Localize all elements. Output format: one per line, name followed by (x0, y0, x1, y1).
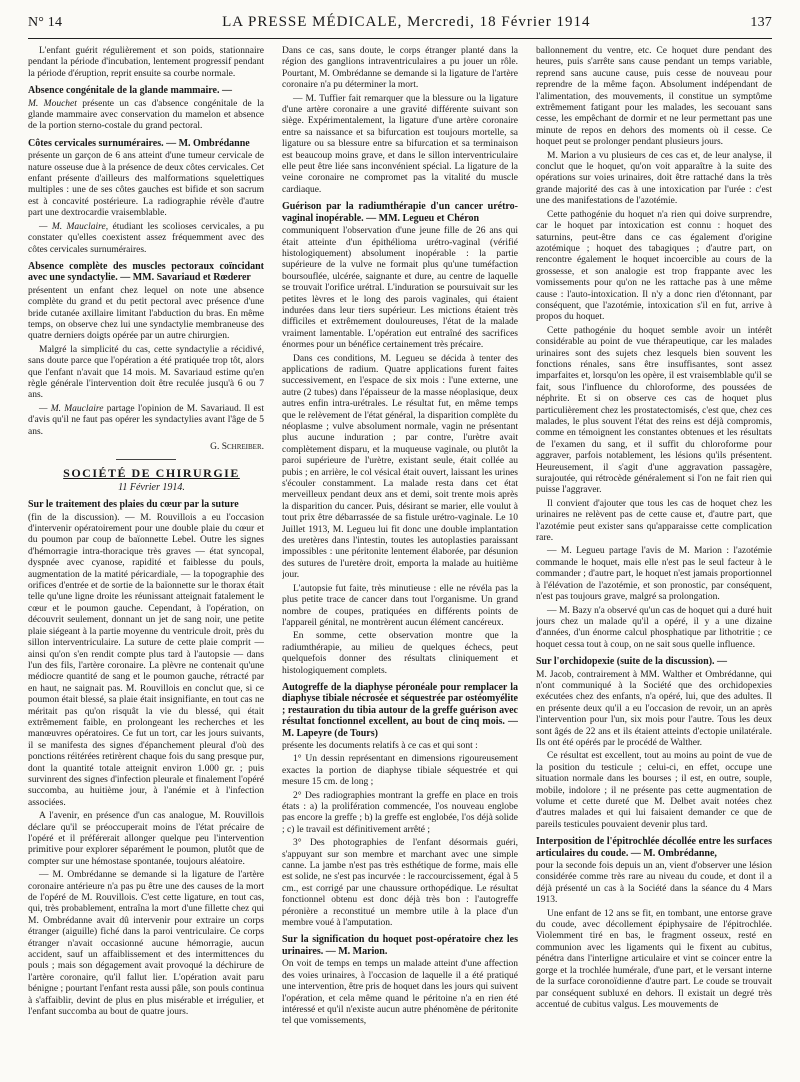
section-heading: Autogreffe de la diaphyse péronéale pour remplacer la diaphyse tibiale nécrosée et séquestrée par ostéomyélite ; restauration du tibia autour de la greffe guérison avec résultat fonctionnel excellent, au bout de cinq mois. — M. Lapeyre (de Tours) (282, 681, 518, 739)
paragraph: 3° Des photographies de l'enfant désormais guéri, s'appuyant sur son membre et marchant avec une simple canne. La jambe n'est pas très esthétique de forme, mais elle est solide, ne s'est pas incurvée : le raccourcissement, égal à 5 cm., est corrigé par une chaussure orthopédique. Le résultat fonctionnel obtenu est donc déjà très bon : l'autogreffe péronière a reconstitué un membre utile à la place d'un membre voué à l'amputation. (282, 838, 518, 929)
paragraph: Dans ces conditions, M. Legueu se décida à tenter des applications de radium. Quatre applications furent faites successivement, en l'espace de six mois : l'une externe, une autre (2 tubes) dans l'épaisseur de la masse néoplasique, deux autres enfin intra-urétrales. Le résultat fut, en même temps que le relèvement de l'état général, la disparition complète du néoplasme ; vulve absolument normale, vagin ne présentant plus aucune induration ; par contre, l'urètre avait complètement disparu, et la muqueuse vaginale, ou plutôt la paroi supérieure de l'urètre, existant seule, était collée au pubis ; en arrière, le col vésical était ouvert, laissant les urines s'écouler constamment. La malade resta dans cet état merveilleux pendant deux ans et demi, soit trente mois après la disparition du cancer. Puis, désirant se marier, elle voulut à tout prix être débarrassée de sa fistule urétro-vaginale. Le 10 Juillet 1913, M. Legueu lui fit donc une double implantation des uretères dans l'intestin, toutes les autoplasties paraissant impossibles : une péritonite lentement élaborée, par désunion des sutures de l'uretère droit, emporta la malade au huitième jour. (282, 353, 518, 581)
journal-title: LA PRESSE MÉDICALE, (222, 14, 403, 30)
paragraph (28, 99, 264, 133)
header-rule (28, 38, 772, 39)
paragraph-text: étudiant les scolioses cervicales, a pu constater qu'elles coexistent assez fréquemment avec des côtes cervicales surnuméraires. (28, 221, 264, 255)
issue-number: N° 14 (28, 15, 63, 30)
paragraph: présente les documents relatifs à ce cas et qui sont : (282, 740, 478, 751)
column-2 (282, 46, 518, 1072)
paragraph: Cette pathogénie du hoquet semble avoir un intérêt considérable au point de vue thérapeutique, car les malades urinaires sont des sujets chez lesquels bien souvent les fonctions rénales, sans être insuffisantes, sont assez imparfaites et, lorsqu'on les opère, il est vraisemblable qu'il se fait, sous l'influence du chloroforme, des poussées de néphrite. Et si on observe ces cas de hoquet plus particulièrement chez les prostatectomisés, c'est que, chez ces malades, le plus souvent l'état des reins est déjà compromis, comme en témoignent les constantes obtenues et les résultats de l'examen du sang, et il suffit du chloroforme pour aggraver, parfois notablement, les lésions qu'ils présentent. Heureusement, il s'agit d'une aggravation passagère, surajoutée, qui rétrocède généralement si l'on ne fait rien qui puisse l'aggraver. (536, 325, 772, 496)
paragraph: Ce résultat est excellent, tout au moins au point de vue de la position du testicule ; celui-ci, en effet, occupe une situation normale dans les bourses ; il est, en outre, souple, mobile, indolore ; il ne présente pas cette augmentation de volume et cette dureté que M. Delbet avait notées chez d'autres malades et qui lui faisaient demander ce que de pareils testicules pouvaient devenir plus tard. (536, 751, 772, 830)
paragraph (28, 222, 264, 256)
paragraph-text: partage l'opinion de M. Savariaud. Il est d'avis qu'il ne faut pas opérer les syndactylies avant l'âge de 5 ans. (28, 403, 264, 437)
paragraph: L'enfant guérit régulièrement et son poids, stationnaire pendant la période d'incubation, lentement progressif pendant la période d'éruption, reprit ensuite sa courbe normale. (28, 46, 264, 79)
paragraph: M. Marion a vu plusieurs de ces cas et, de leur analyse, il conclut que le hoquet, qu'on voit apparaître à la suite des opérations sur voies urinaires, doit être rattaché dans la très grande majorité des cas à une intoxication par l'urée : c'est une des manifestations de l'azotémie. (536, 150, 772, 207)
paragraph: En somme, cette observation montre que la radiumthérapie, au milieu de quelques échecs, peut quelquefois donner des résultats cliniquement et histologiquement complets. (282, 631, 518, 676)
section-heading: Interposition de l'épitrochlée décollée entre les surfaces articulaires du coude. — M. Ombrédanne, (536, 836, 772, 859)
paragraph (28, 404, 264, 438)
paragraph: présentent un enfant chez lequel on note une absence complète du grand et du petit pectoral avec présence d'une bride cutanée axillaire limitant l'abduction du bras. En même temps, on observe chez lui une syndactylie membraneuse des quatre derniers doigts opérée par un autre chirurgien. (28, 285, 264, 342)
paragraph: On voit de temps en temps un malade atteint d'une affection des voies urinaires, à l'occasion de laquelle il a été pratiqué une intervention, être pris de hoquet dans les jours qui suivent l'opération, et cela même quand le péritoine n'a en rien été intéressé et qu'il n'existe aucun autre phénomène de péritonite tel que vomissements, (282, 959, 518, 1027)
issue-date: Mercredi, 18 Février 1914 (407, 14, 591, 30)
session-date: 11 Février 1914. (118, 481, 185, 493)
paragraph: M. Jacob, contrairement à MM. Walther et Ombrédanne, qui n'ont communiqué à la Société que des orchidopexies exécutées chez des enfants, n'a opéré, lui, que des adultes. Il en présente deux qu'il a eu l'occasion de revoir, un an après l'intervention pour l'un, six mois pour l'autre. Tous les deux sont âgés de 22 ans et ils étaient atteints d'ectopie unilatérale. Ils ont été opérés par le procédé de Walther. (536, 669, 772, 748)
paragraph: Une enfant de 12 ans se fit, en tombant, une entorse grave du coude, avec décollement épiphysaire de l'épitrochlée. Violemment tiré en bas, le fragment osseux, resté en communion avec les ligaments qui le fixent au cubitus, pénétra dans l'interligne articulaire et vint se coincer entre la gorge et la trochlée humérale, d'une part, et le versant interne de la surface coronoïdienne d'autre part. Le coude se trouvait par conséquent subluxé en dehors. Il existait un degré très accentué de cubitus valgus. Les mouvements de (536, 908, 772, 1010)
divider (116, 459, 176, 460)
paragraph: 2° Des radiographies montrant la greffe en place en trois états : a) la prolifération commencée, l'os nouveau englobe pas encore la greffe ; b) la greffe est englobée, l'os déjà solide ; c) le travail est définitivement arrêté ; (282, 790, 518, 835)
paragraph: — M. Ombrédanne se demande si la ligature de l'artère coronaire antérieure n'a pas pu être une des causes de la mort de l'opéré de M. Rouvillois. C'est cette ligature, en tout cas, qui, très probablement, entraîna la mort d'une fillette chez qui M. Ombrédanne avait dû intervenir pour extraire un corps étranger (aiguille) fiché dans la paroi ventriculaire. Ce corps étranger n'avait occasionné aucune hémorragie, aucun accident, sauf un affaiblissement et des intermittences du pouls ; mais son dégagement avait provoqué la déchirure de l'artère coronaire, qu'il fallut lier. L'opération avait paru bénigne ; pourtant l'enfant resta aussi pâle, son pouls continua à s'affaiblir, devint de plus en plus misérable et irrégulier, et l'enfant succomba au bout de quatre jours. (28, 870, 264, 1018)
section-heading: Sur l'orchidopexie (suite de la discussion). — (536, 656, 728, 668)
column-1 (28, 46, 264, 1072)
paragraph: Dans ce cas, sans doute, le corps étranger planté dans la région des ganglions intraventriculaires a pu jouer un rôle. Pourtant, M. Ombrédanne se demande si la ligature de l'artère coronaire n'a pu déterminer la mort. (282, 46, 518, 91)
section-heading: Sur la signification du hoquet post-opératoire chez les urinaires. — M. Marion. (282, 934, 518, 957)
paragraph: ballonnement du ventre, etc. Ce hoquet dure pendant des heures, puis s'arrête sans cause pendant un temps variable, reprend sans aucune cause, puis cesse de nouveau pour reprendre de la même façon. Absolument indépendant de l'alimentation, des mouvements, il constitue un symptôme extrêmement fatigant pour les malades, les secouant sans cesse, les empêchant de dormir et ne leur permettant pas une minute de repos en dehors des moments où il cesse. Ce hoquet peut se prolonger pendant plusieurs jours. (536, 46, 772, 148)
section-heading: Côtes cervicales surnuméraires. — M. Ombrédanne (28, 137, 250, 149)
section-heading: Absence complète des muscles pectoraux coïncidant avec une syndactylie. — MM. Savariaud et Rœderer (28, 260, 264, 284)
paragraph: — M. Bazy n'a observé qu'un cas de hoquet qui a duré huit jours chez un malade qu'il a opéré, il y a une dizaine d'années, d'un énorme calcul phosphatique par lithotritie ; ce hoquet cessa tout à coup, on ne sait sous quelle influence. (536, 605, 772, 650)
paragraph: Il convient d'ajouter que tous les cas de hoquet chez les urinaires ne relèvent pas de cette cause et, d'autre part, que l'azotémie peut exister sans qu'apparaisse cette complication rare. (536, 498, 772, 544)
signature: G. Schreiber. (210, 442, 264, 452)
society-title: SOCIÉTÉ DE CHIRURGIE (63, 466, 240, 481)
paragraph: — M. Tuffier fait remarquer que la blessure ou la ligature d'une artère coronaire a une gravité différente suivant son siège. Expérimentalement, la ligature d'une artère coronaire entre sa naissance et sa bifurcation est toujours mortelle, sa ligature ou sa blessure entre sa bifurcation et sa terminaison est beaucoup moins grave, et dans le sillon interventriculaire elle peut être liée sans inconvénient spécial. La ligature de la veine coronaire ne compromet pas la vitalité du muscle cardiaque. (282, 93, 518, 195)
paragraph: communiquent l'observation d'une jeune fille de 26 ans qui était atteinte d'un épithélioma urétro-vaginal (vérifié histologiquement) absolument inopérable : la partie supérieure de la vulve ne formait plus qu'une tuméfaction boursouflée, ulcérée, saignante et dure, au centre de laquelle se trouvait l'orifice urétral. L'induration se poursuivait sur les petites lèvres et le long des parois vaginales, qui étaient indurées dans leur tiers supérieur. Les mictions étaient très difficiles et extrêmement douloureuses, l'état de la malade vraiment lamentable. L'opération eut entraîné des sacrifices énormes pour un bénéfice certainement très précaire. (282, 226, 518, 351)
paragraph: (fin de la discussion). — M. Rouvillois a eu l'occasion d'intervenir opératoirement pour une double plaie du cœur et du poumon par coup de baïonnette Lebel. Outre les signes d'hémorragie intra-thoracique très graves — état syncopal, dyspnée avec cyanose, rapidité et faiblesse du pouls, augmentation de la matité péricardiale, — la topographie des orifices d'entrée et de sortie de la baïonnette sur le thorax était telle qu'une ligne droite les réunissant atteignait fatalement le cœur et le poumon gauche. Cependant, à l'opération, on découvrit seulement, donnant un jet de sang noir, une petite plaie siégeant à la partie moyenne du ventricule droit, près du sillon interventriculaire. La suture de cette plaie comprit — ainsi qu'on s'en rendit compte plus tard à l'autopsie — dans l'un des fils, l'artère coronaire. La plèvre ne contenait qu'une médiocre quantité de sang et le poumon gauche, rétracté par en haut, ne saignait pas. M. Rouvillois en conclut que, si ce poumon était blessé, sa plaie était insignifiante, en tout cas ne méritait pas qu'on risquât la vie du blessé, qui était extrêmement faible, en prolongeant les recherches et les manœuvres opératoires. Ce fut un tort, car les jours suivants, il se manifesta des signes d'épanchement pleural d'où des ponctions réitérées retirèrent chaque fois du sang presque pur, dont la quantité totale atteignit environ 1.000 gr. ; puis survinrent des signes d'infection pleurale et finalement l'opéré succomba, au huitième jour, à l'anémie et à l'infection associées. (28, 512, 264, 808)
paragraph: 1° Un dessin représentant en dimensions rigoureusement exactes la portion de diaphyse tibiale séquestrée et qui mesure 15 cm. de long ; (282, 754, 518, 788)
paragraph: A l'avenir, en présence d'un cas analogue, M. Rouvillois déclare qu'il se préoccuperait moins de l'état précaire de l'opéré et il préférerait allonger quelque peu l'intervention primitive pour explorer séparément le poumon, plutôt que de compter sur une hémostase spontanée, toujours aléatoire. (28, 811, 264, 867)
paragraph: L'autopsie fut faite, très minutieuse : elle ne révéla pas la plus petite trace de cancer dans tout l'organisme. Un grand nombre de coupes, pratiquées en différents points de l'appareil génital, ne montrèrent aucun élément cancéreux. (282, 583, 518, 628)
journal-title-line (222, 14, 590, 31)
paragraph: présente un garçon de 6 ans atteint d'une tumeur cervicale de nature osseuse due à la présence de deux côtes cervicales. Cet enfant présente d'ailleurs des malformations squelettiques multiples : une de ses côtes gauches est bifide et son sacrum est à concavité postérieure. La radiographie révèle d'autre part une dextrocardie vraisemblable. (28, 151, 264, 219)
section-heading: Absence congénitale de la glande mammaire. — (28, 85, 232, 97)
paragraph: pour la seconde fois depuis un an, vient d'observer une lésion considérée comme très rare au niveau du coude, et dont il a déjà présenté un cas à la Société dans la séance du 4 Mars 1913. (536, 861, 772, 906)
page-header (28, 14, 772, 38)
author-name: — M. Mauclaire (39, 403, 104, 414)
section-heading: Sur le traitement des plaies du cœur par la suture (28, 499, 239, 511)
page-number: 137 (750, 15, 772, 30)
section-heading: Guérison par la radiumthérapie d'un cancer urétro-vaginal inopérable. — MM. Legueu et Chéron (282, 201, 518, 224)
paragraph: — M. Legueu partage l'avis de M. Marion : l'azotémie commande le hoquet, mais elle n'est pas le seul facteur à le commander ; d'autre part, le hoquet n'est jamais proportionnel à l'élévation de l'azotémie, et son pronostic, par conséquent, n'est pas toujours grave, malgré sa prolongation. (536, 546, 772, 603)
paragraph-text: présente un cas d'absence congénitale de la glande mammaire avec conservation du mamelon et absence de la portion sterno-costale du grand pectoral. (28, 98, 264, 132)
author-name: — M. Mauclaire, (39, 221, 109, 232)
paragraph: Cette pathogénie du hoquet n'a rien qui doive surprendre, car le hoquet par intoxication est connu : hoquet des saturnins, peut-être dans ce cas également d'origine azotémique ; hoquet des tabagiques ; d'autre part, on rencontre également le hoquet incoercible au cours de la grossesse, et son analogie est trop frappante avec les vomissements pour qu'on ne les rattache pas à une même cause : l'auto-intoxication. Il n'y a donc rien d'étonnant, par conséquent, que l'azotémie, intoxication s'il en fut, arrive à propos du hoquet. (536, 209, 772, 323)
paragraph: Malgré la simplicité du cas, cette syndactylie a récidivé, sans doute parce que l'opération a été pratiquée trop tôt, alors que l'enfant n'avait que 14 mois. M. Savariaud estime qu'en règle générale l'intervention doit être reculée jusqu'à 6 ou 7 ans. (28, 344, 264, 401)
column-3 (536, 46, 772, 1072)
author-name: M. Mouchet (28, 98, 77, 109)
